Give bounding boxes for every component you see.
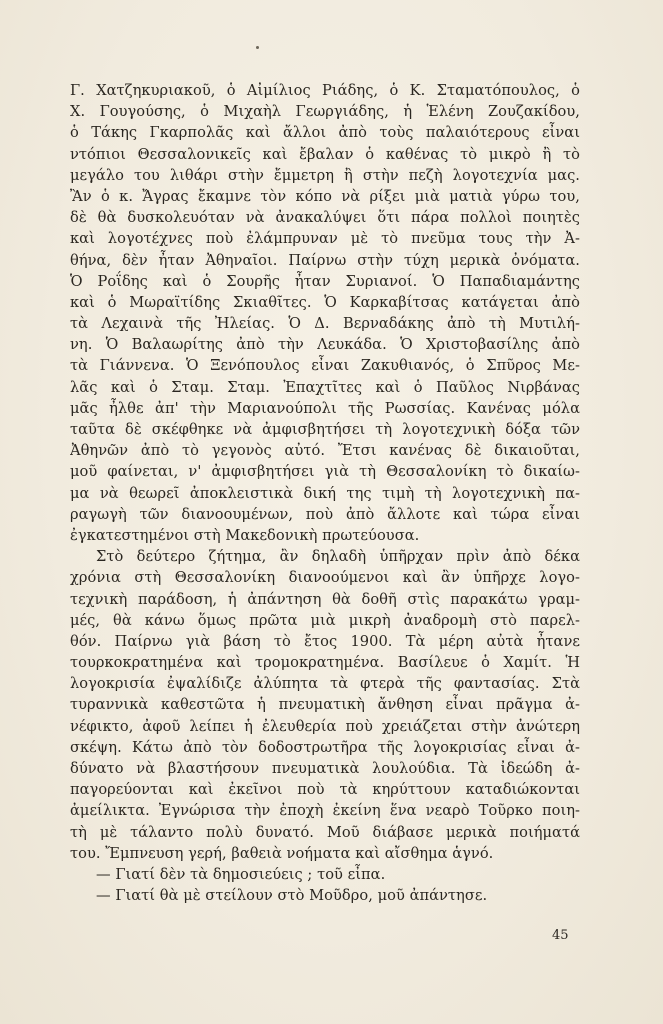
dialogue-line: — Γιατί δὲν τὰ δημοσιεύεις ; τοῦ εἶπα. — [96, 865, 386, 883]
print-speck — [256, 46, 259, 49]
body-text — [70, 80, 580, 906]
text-line: Ἂν ὁ κ. Ἄγρας ἔκαμνε τὸν κόπο νὰ ρίξει μιὰ ματιὰ γύρω του, — [70, 187, 580, 205]
paragraph-end-line: του. Ἔμπνευση γερή, βαθειὰ νοήματα καὶ αἴσθημα ἁγνό. — [70, 844, 494, 862]
text-line: ὁ Τάκης Γκαρπολᾶς καὶ ἄλλοι ἀπὸ τοὺς παλαιότερους εἶναι — [70, 124, 580, 142]
text-line: μεγάλο του λιθάρι στὴν ἔμμετρη ἢ στὴν πεζὴ λογοτεχνία μας. — [70, 166, 580, 184]
text-line: νέφικτο, ἀφοῦ λείπει ἡ ἐλευθερία ποὺ χρειάζεται στὴν ἀνώτερη — [70, 717, 580, 735]
text-line: Ἀθηνῶν ἀπὸ τὸ γεγονὸς αὐτό. Ἔτσι κανένας δὲ δικαιοῦται, — [70, 442, 580, 460]
text-line: χρόνια στὴ Θεσσαλονίκη διανοούμενοι καὶ ἂν ὑπῆρχε λογο- — [70, 569, 580, 587]
text-line: μα νὰ θεωρεῖ ἀποκλειστικὰ δική της τιμὴ τὴ λογοτεχνικὴ πα- — [70, 484, 580, 502]
text-line: Χ. Γουγούσης, ὁ Μιχαὴλ Γεωργιάδης, ἡ Ἑλένη Ζουζακίδου, — [70, 103, 580, 121]
text-line: θόν. Παίρνω γιὰ βάση τὸ ἔτος 1900. Τὰ μέρη αὐτὰ ἦτανε — [70, 632, 580, 650]
text-line: καὶ ὁ Μωραϊτίδης Σκιαθῖτες. Ὁ Καρκαβίτσας κατάγεται ἀπὸ — [70, 293, 580, 311]
text-line: μᾶς ἦλθε ἀπ' τὴν Μαριανούπολι τῆς Ρωσσίας. Κανένας μόλα — [70, 399, 580, 417]
text-line: καὶ λογοτέχνες ποὺ ἐλάμπρυναν μὲ τὸ πνεῦμα τους τὴν Ἀ- — [70, 230, 580, 248]
text-line: δύνατο νὰ βλαστήσουν πνευματικὰ λουλούδια. Τὰ ἰδεώδη ἀ- — [70, 760, 580, 777]
text-line: Γ. Χατζηκυριακοῦ, ὁ Αἰμίλιος Ριάδης, ὁ Κ. Σταματόπουλος, ὁ — [70, 82, 580, 99]
text-line: τυραννικὰ καθεστῶτα ἡ πνευματικὴ ἄνθηση εἶναι πρᾶγμα ἀ- — [70, 696, 580, 714]
text-line: τὴ μὲ τάλαντο πολὺ δυνατό. Μοῦ διάβασε μερικὰ ποιήματά — [70, 823, 580, 841]
text-line: παγορεύονται καὶ ἐκεῖνοι ποὺ τὰ κηρύττουν καταδιώκονται — [70, 781, 580, 799]
text-line: σκέψη. Κάτω ἀπὸ τὸν δοδοστρωτῆρα τῆς λογοκρισίας εἶναι ἀ- — [70, 738, 580, 756]
text-line: τουρκοκρατημένα καὶ τρομοκρατημένα. Βασίλευε ὁ Χαμίτ. Ἡ — [70, 654, 580, 672]
text-line: τὰ Γιάννενα. Ὁ Ξενόπουλος εἶναι Ζακυθιανός, ὁ Σπῦρος Με- — [70, 357, 580, 375]
text-line: μές, θὰ κάνω ὅμως πρῶτα μιὰ μικρὴ ἀναδρομὴ στὸ παρελ- — [70, 611, 580, 629]
text-line: λογοκρισία ἐψαλίδιζε ἀλύπητα τὰ φτερὰ τῆς φαντασίας. Στὰ — [70, 675, 580, 693]
text-line: νη. Ὁ Βαλαωρίτης ἀπὸ τὴν Λευκάδα. Ὁ Χριστοβασίλης ἀπὸ — [70, 336, 580, 354]
dialogue-line: — Γιατί θὰ μὲ στείλουν στὸ Μοῦδρο, μοῦ ἀπάντησε. — [96, 887, 488, 905]
paragraph-end-line: ἐγκατεστημένοι στὴ Μακεδονικὴ πρωτεύουσα. — [70, 526, 420, 544]
text-line: ραγωγὴ τῶν διανοουμένων, ποὺ ἀπὸ ἄλλοτε καὶ τώρα εἶναι — [70, 505, 580, 523]
text-line: θήνα, δὲν ἦταν Ἀθηναῖοι. Παίρνω στὴν τύχη μερικὰ ὀνόματα. — [70, 251, 580, 269]
text-line: μοῦ φαίνεται, ν' ἀμφισβητήσει γιὰ τὴ Θεσσαλονίκη τὸ δικαίω- — [70, 463, 580, 481]
text-line: δὲ θὰ δυσκολευόταν νὰ ἀνακαλύψει ὅτι πάρα πολλοὶ ποιητὲς — [70, 209, 580, 227]
page-number: 45 — [552, 928, 569, 943]
text-line: τεχνικὴ παράδοση, ἡ ἀπάντηση θὰ δοθῆ στὶς παρακάτω γραμ- — [70, 590, 580, 608]
text-line: λᾶς καὶ ὁ Σταμ. Σταμ. Ἐπαχτῖτες καὶ ὁ Παῦλος Νιρβάνας — [70, 378, 580, 396]
text-line: ντόπιοι Θεσσαλονικεῖς καὶ ἔβαλαν ὁ καθένας τὸ μικρὸ ἢ τὸ — [70, 145, 580, 163]
paragraph-start-line: Στὸ δεύτερο ζήτημα, ἂν δηλαδὴ ὑπῆρχαν πρὶν ἀπὸ δέκα — [96, 548, 580, 566]
text-line: ἀμείλικτα. Ἐγνώρισα τὴν ἐποχὴ ἐκείνη ἕνα νεαρὸ Τοῦρκο ποιη- — [70, 802, 580, 820]
text-line: ταῦτα δὲ σκέφθηκε νὰ ἀμφισβητήσει τὴ λογοτεχνικὴ δόξα τῶν — [70, 421, 580, 438]
text-line: τὰ Λεχαινὰ τῆς Ἠλείας. Ὁ Δ. Βερναδάκης ἀπὸ τὴ Μυτιλή- — [70, 315, 580, 333]
text-line: Ὁ Ροΐδης καὶ ὁ Σουρῆς ἦταν Συριανοί. Ὁ Παπαδιαμάντης — [70, 272, 580, 290]
